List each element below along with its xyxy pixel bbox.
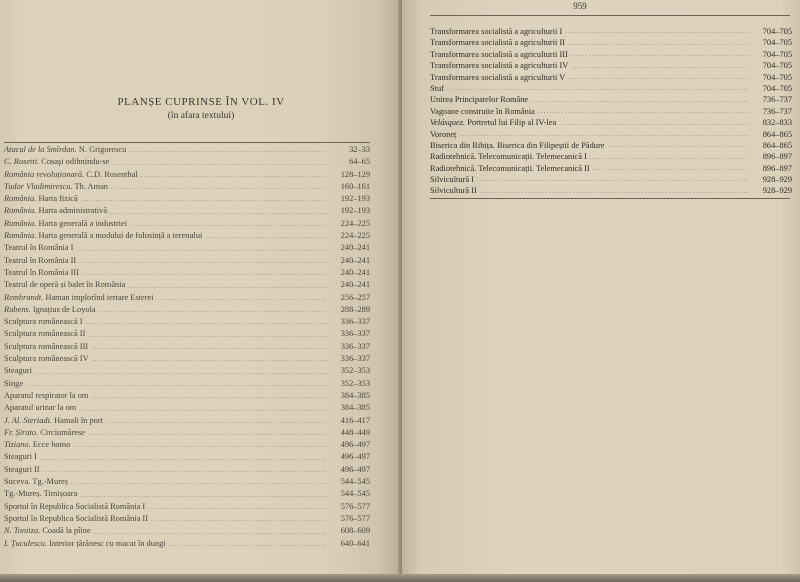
toc-entry xyxy=(4,242,370,254)
entry-pages: 576–577 xyxy=(340,501,370,511)
entry-title xyxy=(4,488,77,500)
toc-entry xyxy=(4,451,370,463)
toc-entry xyxy=(430,72,792,83)
entry-text: Transformarea socialistă a agriculturii III xyxy=(430,49,568,59)
entry-text: Teatrul în România II xyxy=(4,255,77,265)
dot-leader xyxy=(40,455,327,464)
entry-text: Harta generală a industriei xyxy=(36,218,128,228)
toc-entry xyxy=(4,476,370,488)
entry-pages: 128–129 xyxy=(340,169,370,179)
entry-text: C.D. Rosenthal xyxy=(84,169,138,179)
toc-entry xyxy=(430,140,792,151)
toc-entry xyxy=(4,365,370,377)
dot-leader xyxy=(477,176,749,185)
entry-title xyxy=(430,94,528,105)
left-plates-list xyxy=(4,144,370,550)
entry-title xyxy=(430,129,456,140)
entry-title xyxy=(4,181,108,193)
entry-artist: Rubens. xyxy=(4,304,31,314)
dot-leader xyxy=(593,165,749,174)
bottom-rule xyxy=(430,198,790,199)
toc-entry xyxy=(430,26,792,37)
entry-pages: 704–705 xyxy=(762,49,792,59)
entry-title xyxy=(4,365,32,377)
entry-text: Aparatul urinar la om xyxy=(4,403,77,413)
toc-entry xyxy=(4,218,370,230)
entry-title xyxy=(430,174,474,185)
entry-text: Steaguri xyxy=(4,366,32,376)
dot-leader xyxy=(81,196,327,205)
entry-pages: 256–257 xyxy=(340,292,370,302)
entry-artist: România. xyxy=(4,206,37,216)
dot-leader xyxy=(169,541,327,550)
entry-pages: 544–545 xyxy=(340,489,370,499)
dot-leader xyxy=(88,430,327,439)
entry-pages: 608–609 xyxy=(340,526,370,536)
entry-text: Ignațius de Loyola xyxy=(30,304,96,314)
entry-title xyxy=(4,464,40,476)
dot-leader xyxy=(480,188,749,197)
entry-text: Cosaşi odihnindu-se xyxy=(39,157,110,167)
toc-entry xyxy=(4,205,370,217)
entry-text: Sculptura românească II xyxy=(4,329,86,339)
entry-artist: J. Al. Steriadi. xyxy=(4,415,52,425)
dot-leader xyxy=(559,120,749,129)
entry-text: Radiotehnică. Telecomunicații. Telemecanică I xyxy=(430,152,587,162)
entry-title xyxy=(4,218,127,230)
entry-artist: C. Rosetti. xyxy=(4,157,40,167)
toc-entry xyxy=(4,279,370,291)
toc-entry xyxy=(430,117,792,128)
dot-leader xyxy=(538,108,749,117)
entry-title xyxy=(4,525,91,537)
entry-title xyxy=(4,378,23,390)
entry-title xyxy=(4,304,96,316)
entry-text: N. Grigorescu xyxy=(76,145,127,154)
dot-leader xyxy=(79,258,327,267)
entry-title xyxy=(4,513,148,525)
entry-text: Sportul în Republica Socialistă România I xyxy=(4,501,146,511)
dot-leader xyxy=(531,97,749,106)
entry-text: Unirea Principatelor Române xyxy=(430,95,529,105)
entry-title xyxy=(4,316,83,328)
dot-leader xyxy=(157,295,327,304)
entry-pages: 336–337 xyxy=(340,329,370,339)
entry-title xyxy=(4,476,68,488)
entry-pages: 864–865 xyxy=(762,129,792,139)
toc-entry xyxy=(4,415,370,427)
entry-title xyxy=(4,193,78,205)
toc-entry xyxy=(4,390,370,402)
toc-entry xyxy=(4,378,370,390)
dot-leader xyxy=(571,51,749,60)
top-rule xyxy=(430,15,790,16)
entry-text: Harta administrativă xyxy=(36,206,108,216)
entry-title xyxy=(4,501,145,513)
entry-pages: 736–737 xyxy=(762,106,792,116)
entry-title xyxy=(4,279,125,291)
entry-pages: 192–193 xyxy=(340,194,370,204)
entry-pages: 928–929 xyxy=(762,175,792,185)
toc-entry xyxy=(4,316,370,328)
dot-leader xyxy=(43,467,327,476)
entry-text: Aparatul respirator la om xyxy=(4,390,89,400)
entry-title xyxy=(4,230,202,242)
toc-entry xyxy=(4,427,370,439)
entry-pages: 704–705 xyxy=(762,61,792,71)
entry-text: Sucevа. Tg.-Mureș xyxy=(4,477,68,487)
entry-pages: 448–449 xyxy=(340,427,370,437)
toc-entry xyxy=(430,163,792,174)
entry-title xyxy=(4,169,138,181)
entry-artist: România. xyxy=(4,194,37,204)
entry-pages: 736–737 xyxy=(762,95,792,105)
entry-pages: 240–241 xyxy=(340,255,370,265)
entry-title xyxy=(4,341,88,353)
dot-leader xyxy=(86,319,327,328)
entry-pages: 896–897 xyxy=(762,163,792,173)
entry-pages: 832–833 xyxy=(762,118,792,128)
toc-entry xyxy=(430,60,792,71)
entry-artist: I. Țuculescu. xyxy=(4,538,48,548)
toc-entry xyxy=(4,304,370,316)
top-rule xyxy=(4,142,370,143)
entry-artist: Tiziano. xyxy=(4,440,31,450)
entry-pages: 704–705 xyxy=(762,83,792,93)
entry-text: Coadă la pîine xyxy=(40,526,91,536)
entry-title xyxy=(4,390,88,402)
entry-pages: 384–385 xyxy=(340,390,370,400)
dot-leader xyxy=(82,270,327,279)
entry-text: Haman implorînd iertare Esterei xyxy=(43,292,154,302)
dot-leader xyxy=(111,184,327,193)
entry-pages: 192–193 xyxy=(340,206,370,216)
entry-pages: 240–241 xyxy=(340,267,370,277)
toc-entry xyxy=(430,174,792,185)
entry-pages: 336–337 xyxy=(340,341,370,351)
dot-leader xyxy=(128,283,327,292)
entry-title xyxy=(4,538,166,550)
entry-title xyxy=(430,117,556,128)
entry-title xyxy=(430,140,604,151)
page-bottom-edge xyxy=(0,574,800,582)
toc-entry xyxy=(4,230,370,242)
toc-entry xyxy=(4,156,370,168)
entry-text: Circiumărese xyxy=(38,427,85,437)
entry-pages: 224–225 xyxy=(340,218,370,228)
entry-text: Portretul lui Filip al IV-lea xyxy=(465,118,557,128)
dot-leader xyxy=(91,393,327,402)
entry-title xyxy=(4,451,37,463)
entry-text: Tg.-Mureș. Timișoara xyxy=(4,489,78,499)
page-subheading: (în afara textului) xyxy=(167,111,235,121)
toc-entry xyxy=(4,439,370,451)
entry-title xyxy=(4,267,79,279)
entry-title xyxy=(430,49,568,60)
entry-pages: 352–353 xyxy=(340,366,370,376)
toc-entry xyxy=(4,267,370,279)
dot-leader xyxy=(148,504,327,513)
toc-entry xyxy=(4,181,370,193)
dot-leader xyxy=(129,147,327,156)
dot-leader xyxy=(73,442,327,451)
page-number: 959 xyxy=(573,1,587,11)
toc-entry xyxy=(430,185,792,196)
entry-artist: România. xyxy=(4,218,37,228)
entry-text: Sculptura românească IV xyxy=(4,354,89,364)
entry-artist: Tudor Vladimirescu. xyxy=(4,181,73,191)
entry-pages: 640–641 xyxy=(340,538,370,548)
entry-text: Steaguri II xyxy=(4,464,40,474)
entry-pages: 352–353 xyxy=(340,378,370,388)
dot-leader xyxy=(607,142,749,151)
dot-leader xyxy=(80,492,327,501)
entry-title xyxy=(4,439,70,451)
toc-entry xyxy=(4,255,370,267)
entry-text: Teatrul în România III xyxy=(4,267,79,277)
entry-text: Transformarea socialistă a agriculturii V xyxy=(430,72,566,82)
entry-pages: 544–545 xyxy=(340,477,370,487)
entry-title xyxy=(4,427,85,439)
toc-entry xyxy=(4,488,370,500)
toc-entry xyxy=(430,94,792,105)
entry-title xyxy=(4,292,154,304)
toc-entry xyxy=(4,193,370,205)
entry-pages: 240–241 xyxy=(340,280,370,290)
dot-leader xyxy=(99,307,327,316)
dot-leader xyxy=(141,172,327,181)
entry-title xyxy=(4,242,73,254)
dot-leader xyxy=(35,369,327,378)
page-heading: PLANȘE CUPRINSE ÎN VOL. IV xyxy=(117,96,285,108)
entry-text: Vagoane construite în România xyxy=(430,106,535,116)
entry-text: Singe xyxy=(4,378,24,388)
entry-pages: 160–161 xyxy=(340,181,370,191)
entry-pages: 496–497 xyxy=(340,452,370,462)
entry-text: Interior țărănesc cu macat în dungi xyxy=(47,538,166,548)
entry-text: Transformarea socialistă a agriculturii II xyxy=(430,38,566,48)
dot-leader xyxy=(106,418,327,427)
dot-leader xyxy=(568,40,749,49)
entry-text: Silvicultură II xyxy=(430,186,477,196)
entry-pages: 336–337 xyxy=(340,354,370,364)
entry-text: Harta generală a modului de folosință a terenului xyxy=(36,231,203,241)
entry-artist: Fr. Șirato. xyxy=(4,427,39,437)
dot-leader xyxy=(571,63,749,72)
dot-leader xyxy=(94,529,327,538)
entry-title xyxy=(4,205,107,217)
dot-leader xyxy=(92,356,327,365)
dot-leader xyxy=(565,28,749,37)
entry-pages: 240–241 xyxy=(340,243,370,253)
entry-pages: 864–865 xyxy=(762,140,792,150)
entry-text: Hamali în port xyxy=(52,415,103,425)
toc-entry xyxy=(4,464,370,476)
entry-artist: Velásquez. xyxy=(430,118,466,128)
toc-entry xyxy=(430,83,792,94)
entry-title xyxy=(430,106,535,117)
entry-title xyxy=(4,328,85,340)
entry-pages: 704–705 xyxy=(762,38,792,48)
dot-leader xyxy=(590,154,749,163)
entry-title xyxy=(430,72,565,83)
entry-artist: Rembrandt. xyxy=(4,292,44,302)
dot-leader xyxy=(26,381,327,390)
dot-leader xyxy=(447,85,749,94)
dot-leader xyxy=(110,209,327,218)
entry-artist: Atacul de la Smîrdan. xyxy=(4,145,77,154)
entry-text: Radiotehnică. Telecomunicații. Telemecanică II xyxy=(430,163,590,173)
dot-leader xyxy=(112,160,327,169)
entry-title xyxy=(430,163,590,174)
entry-title xyxy=(430,37,565,48)
entry-text: Biserica din Ribița. Biserica din Filipeștii de Pădure xyxy=(430,140,605,150)
toc-entry xyxy=(4,328,370,340)
right-plates-list xyxy=(430,26,792,197)
dot-leader xyxy=(205,233,327,242)
entry-title xyxy=(4,144,126,156)
entry-pages: 336–337 xyxy=(340,317,370,327)
toc-entry xyxy=(4,292,370,304)
dot-leader xyxy=(88,332,327,341)
toc-entry xyxy=(4,144,370,156)
entry-pages: 576–577 xyxy=(340,513,370,523)
entry-text: Harta fizică xyxy=(36,194,78,204)
entry-text: Silvicultură I xyxy=(430,175,474,185)
entry-pages: 64–65 xyxy=(349,157,370,167)
dot-leader xyxy=(568,74,749,83)
entry-artist: România. xyxy=(4,231,37,241)
entry-text: Transformarea socialistă a agriculturii I xyxy=(430,26,563,36)
entry-text: Transformarea socialistă a agriculturii IV xyxy=(430,61,569,71)
toc-entry xyxy=(430,49,792,60)
entry-text: Steaguri I xyxy=(4,452,37,462)
entry-pages: 928–929 xyxy=(762,186,792,196)
toc-entry xyxy=(4,353,370,365)
dot-leader xyxy=(76,246,327,255)
entry-title xyxy=(430,83,444,94)
dot-leader xyxy=(459,131,749,140)
entry-title xyxy=(430,185,477,196)
entry-text: Sculptura românească I xyxy=(4,317,83,327)
toc-entry xyxy=(430,129,792,140)
entry-title xyxy=(430,60,568,71)
entry-pages: 384–385 xyxy=(340,403,370,413)
entry-title xyxy=(4,156,109,168)
dot-leader xyxy=(71,479,327,488)
dot-leader xyxy=(130,221,327,230)
entry-title xyxy=(430,26,562,37)
entry-pages: 496–497 xyxy=(340,440,370,450)
entry-pages: 496–497 xyxy=(340,464,370,474)
toc-entry xyxy=(4,525,370,537)
entry-pages: 704–705 xyxy=(762,72,792,82)
toc-entry xyxy=(4,538,370,550)
entry-text: Th. Aman xyxy=(72,181,108,191)
entry-title xyxy=(4,402,76,414)
entry-artist: N. Tonitza. xyxy=(4,526,41,536)
toc-entry xyxy=(4,513,370,525)
toc-entry xyxy=(430,151,792,162)
entry-pages: 224–225 xyxy=(340,231,370,241)
dot-leader xyxy=(151,516,327,525)
entry-pages: 32–33 xyxy=(349,145,370,154)
entry-title xyxy=(4,255,76,267)
entry-text: Sculptura românească III xyxy=(4,341,89,351)
toc-entry xyxy=(4,169,370,181)
entry-title xyxy=(4,415,103,427)
toc-entry xyxy=(4,501,370,513)
entry-title xyxy=(4,353,89,365)
entry-text: Teatrul în România I xyxy=(4,243,74,253)
entry-text: Stuf xyxy=(430,83,444,93)
toc-entry xyxy=(4,341,370,353)
dot-leader xyxy=(79,406,327,415)
toc-entry xyxy=(430,37,792,48)
entry-text: Teatrul de operă și balet în România xyxy=(4,280,126,290)
entry-pages: 896–897 xyxy=(762,152,792,162)
entry-artist: România revoluționară. xyxy=(4,169,85,179)
toc-entry xyxy=(4,402,370,414)
toc-entry xyxy=(430,106,792,117)
dot-leader xyxy=(91,344,327,353)
entry-title xyxy=(430,151,587,162)
entry-pages: 704–705 xyxy=(762,26,792,36)
entry-text: Voroneț xyxy=(430,129,457,139)
right-page xyxy=(402,0,800,582)
entry-pages: 288–289 xyxy=(340,304,370,314)
entry-pages: 416–417 xyxy=(340,415,370,425)
entry-text: Ecce homo xyxy=(30,440,71,450)
entry-text: Sportul în Republica Socialistă România II xyxy=(4,513,148,523)
